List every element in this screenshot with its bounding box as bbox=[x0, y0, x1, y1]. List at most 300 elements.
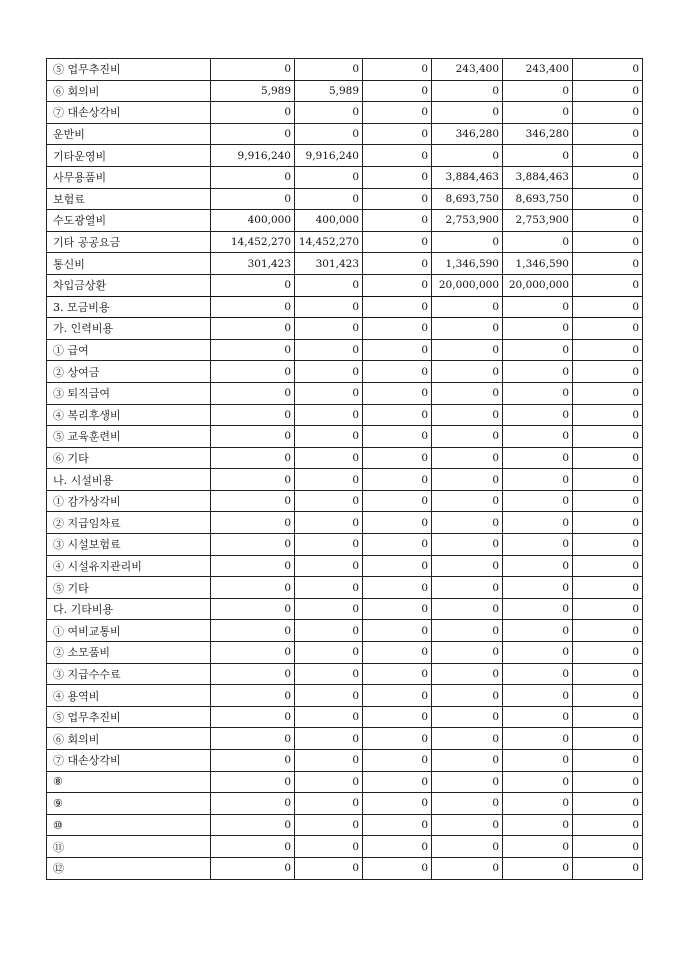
value-cell: 243,400 bbox=[432, 59, 503, 81]
value-cell: 0 bbox=[573, 59, 643, 81]
value-cell: 0 bbox=[432, 102, 503, 124]
table-row bbox=[47, 555, 643, 577]
value-cell: 0 bbox=[503, 836, 573, 858]
value-cell: 0 bbox=[295, 296, 363, 318]
value-cell: 0 bbox=[211, 793, 295, 815]
value-cell: 0 bbox=[363, 253, 432, 275]
value-cell: 0 bbox=[211, 404, 295, 426]
value-cell: 301,423 bbox=[211, 253, 295, 275]
row-label: ④ 용역비 bbox=[47, 685, 211, 707]
table-row bbox=[47, 577, 643, 599]
row-label: 운반비 bbox=[47, 123, 211, 145]
value-cell: 0 bbox=[573, 318, 643, 340]
table-row bbox=[47, 534, 643, 556]
row-label: ① 여비교통비 bbox=[47, 620, 211, 642]
value-cell: 0 bbox=[503, 750, 573, 772]
value-cell: 0 bbox=[432, 577, 503, 599]
value-cell: 0 bbox=[363, 577, 432, 599]
value-cell: 8,693,750 bbox=[432, 188, 503, 210]
row-label: 기타운영비 bbox=[47, 145, 211, 167]
value-cell: 0 bbox=[211, 685, 295, 707]
value-cell: 0 bbox=[363, 318, 432, 340]
value-cell: 0 bbox=[573, 145, 643, 167]
value-cell: 0 bbox=[211, 382, 295, 404]
value-cell: 0 bbox=[573, 750, 643, 772]
value-cell: 0 bbox=[363, 382, 432, 404]
value-cell: 0 bbox=[363, 188, 432, 210]
row-label: 차입금상환 bbox=[47, 274, 211, 296]
value-cell: 0 bbox=[573, 188, 643, 210]
value-cell: 0 bbox=[503, 80, 573, 102]
value-cell: 0 bbox=[363, 490, 432, 512]
value-cell: 0 bbox=[211, 598, 295, 620]
value-cell: 0 bbox=[211, 166, 295, 188]
value-cell: 0 bbox=[573, 620, 643, 642]
value-cell: 0 bbox=[503, 771, 573, 793]
value-cell: 0 bbox=[363, 663, 432, 685]
table-row bbox=[47, 102, 643, 124]
value-cell: 0 bbox=[211, 102, 295, 124]
value-cell: 0 bbox=[573, 382, 643, 404]
value-cell: 0 bbox=[295, 102, 363, 124]
value-cell: 0 bbox=[573, 663, 643, 685]
table-row bbox=[47, 512, 643, 534]
value-cell: 0 bbox=[363, 750, 432, 772]
value-cell: 0 bbox=[363, 145, 432, 167]
value-cell: 0 bbox=[211, 771, 295, 793]
table-row bbox=[47, 166, 643, 188]
table-row bbox=[47, 750, 643, 772]
row-label: 다. 기타비용 bbox=[47, 598, 211, 620]
value-cell: 0 bbox=[363, 642, 432, 664]
value-cell: 0 bbox=[432, 447, 503, 469]
table-row bbox=[47, 793, 643, 815]
value-cell: 0 bbox=[573, 274, 643, 296]
budget-table bbox=[46, 58, 643, 880]
value-cell: 0 bbox=[432, 382, 503, 404]
value-cell: 0 bbox=[363, 80, 432, 102]
value-cell: 0 bbox=[295, 620, 363, 642]
value-cell: 5,989 bbox=[211, 80, 295, 102]
value-cell: 0 bbox=[573, 404, 643, 426]
value-cell: 0 bbox=[573, 706, 643, 728]
table-row bbox=[47, 339, 643, 361]
value-cell: 0 bbox=[211, 490, 295, 512]
value-cell: 0 bbox=[211, 642, 295, 664]
value-cell: 0 bbox=[573, 361, 643, 383]
table-row bbox=[47, 469, 643, 491]
value-cell: 0 bbox=[363, 469, 432, 491]
value-cell: 0 bbox=[573, 685, 643, 707]
value-cell: 0 bbox=[363, 534, 432, 556]
value-cell: 0 bbox=[573, 490, 643, 512]
row-label: ⑦ 대손상각비 bbox=[47, 750, 211, 772]
row-label: ⑤ 기타 bbox=[47, 577, 211, 599]
value-cell: 0 bbox=[211, 663, 295, 685]
value-cell: 0 bbox=[295, 534, 363, 556]
row-label: 3. 모금비용 bbox=[47, 296, 211, 318]
value-cell: 0 bbox=[211, 469, 295, 491]
value-cell: 0 bbox=[363, 836, 432, 858]
value-cell: 0 bbox=[363, 447, 432, 469]
row-label: ⑤ 업무추진비 bbox=[47, 59, 211, 81]
value-cell: 0 bbox=[573, 339, 643, 361]
table-row bbox=[47, 123, 643, 145]
value-cell: 0 bbox=[432, 620, 503, 642]
value-cell: 0 bbox=[363, 512, 432, 534]
value-cell: 0 bbox=[432, 750, 503, 772]
table-row bbox=[47, 814, 643, 836]
value-cell: 400,000 bbox=[211, 210, 295, 232]
value-cell: 0 bbox=[503, 706, 573, 728]
value-cell: 0 bbox=[363, 728, 432, 750]
value-cell: 346,280 bbox=[432, 123, 503, 145]
value-cell: 0 bbox=[503, 490, 573, 512]
row-label: 사무용품비 bbox=[47, 166, 211, 188]
row-label: ④ 복리후생비 bbox=[47, 404, 211, 426]
value-cell: 0 bbox=[295, 512, 363, 534]
value-cell: 0 bbox=[211, 512, 295, 534]
value-cell: 400,000 bbox=[295, 210, 363, 232]
value-cell: 0 bbox=[503, 426, 573, 448]
value-cell: 0 bbox=[573, 642, 643, 664]
table-row bbox=[47, 210, 643, 232]
value-cell: 0 bbox=[432, 512, 503, 534]
value-cell: 0 bbox=[503, 102, 573, 124]
table-row bbox=[47, 728, 643, 750]
value-cell: 0 bbox=[503, 404, 573, 426]
value-cell: 0 bbox=[432, 642, 503, 664]
value-cell: 0 bbox=[573, 447, 643, 469]
value-cell: 0 bbox=[363, 339, 432, 361]
value-cell: 0 bbox=[211, 534, 295, 556]
table-row bbox=[47, 318, 643, 340]
value-cell: 0 bbox=[295, 555, 363, 577]
row-label: ③ 지급수수료 bbox=[47, 663, 211, 685]
value-cell: 0 bbox=[503, 663, 573, 685]
value-cell: 0 bbox=[295, 728, 363, 750]
value-cell: 0 bbox=[211, 426, 295, 448]
value-cell: 0 bbox=[211, 857, 295, 879]
value-cell: 0 bbox=[432, 469, 503, 491]
value-cell: 0 bbox=[573, 123, 643, 145]
value-cell: 20,000,000 bbox=[503, 274, 573, 296]
value-cell: 301,423 bbox=[295, 253, 363, 275]
value-cell: 0 bbox=[295, 166, 363, 188]
value-cell: 0 bbox=[363, 296, 432, 318]
value-cell: 0 bbox=[503, 339, 573, 361]
row-label: ⑦ 대손상각비 bbox=[47, 102, 211, 124]
value-cell: 0 bbox=[573, 253, 643, 275]
value-cell: 0 bbox=[573, 836, 643, 858]
table-row bbox=[47, 857, 643, 879]
value-cell: 0 bbox=[503, 469, 573, 491]
value-cell: 0 bbox=[573, 166, 643, 188]
row-label: ② 소모품비 bbox=[47, 642, 211, 664]
value-cell: 0 bbox=[503, 318, 573, 340]
value-cell: 0 bbox=[432, 771, 503, 793]
value-cell: 0 bbox=[573, 80, 643, 102]
table-row bbox=[47, 490, 643, 512]
value-cell: 0 bbox=[295, 642, 363, 664]
value-cell: 0 bbox=[432, 318, 503, 340]
value-cell: 0 bbox=[363, 231, 432, 253]
value-cell: 0 bbox=[432, 857, 503, 879]
row-label: ③ 시설보험료 bbox=[47, 534, 211, 556]
value-cell: 0 bbox=[211, 339, 295, 361]
value-cell: 0 bbox=[432, 80, 503, 102]
value-cell: 0 bbox=[295, 447, 363, 469]
row-label: ③ 퇴직급여 bbox=[47, 382, 211, 404]
value-cell: 0 bbox=[295, 59, 363, 81]
value-cell: 0 bbox=[503, 814, 573, 836]
value-cell: 0 bbox=[432, 663, 503, 685]
table-row bbox=[47, 771, 643, 793]
table-row bbox=[47, 59, 643, 81]
table-row bbox=[47, 663, 643, 685]
value-cell: 0 bbox=[363, 102, 432, 124]
row-label: ① 감가상각비 bbox=[47, 490, 211, 512]
value-cell: 0 bbox=[573, 598, 643, 620]
value-cell: 0 bbox=[432, 231, 503, 253]
value-cell: 0 bbox=[432, 490, 503, 512]
value-cell: 14,452,270 bbox=[295, 231, 363, 253]
value-cell: 0 bbox=[503, 642, 573, 664]
value-cell: 0 bbox=[211, 750, 295, 772]
table-row bbox=[47, 598, 643, 620]
value-cell: 0 bbox=[211, 555, 295, 577]
row-label: ⑥ 회의비 bbox=[47, 728, 211, 750]
value-cell: 0 bbox=[363, 857, 432, 879]
value-cell: 3,884,463 bbox=[503, 166, 573, 188]
value-cell: 0 bbox=[432, 404, 503, 426]
value-cell: 14,452,270 bbox=[211, 231, 295, 253]
value-cell: 0 bbox=[211, 361, 295, 383]
value-cell: 0 bbox=[573, 814, 643, 836]
value-cell: 0 bbox=[363, 210, 432, 232]
value-cell: 0 bbox=[573, 231, 643, 253]
value-cell: 0 bbox=[432, 685, 503, 707]
row-label: ⑪ bbox=[47, 836, 211, 858]
row-label: ⑥ 기타 bbox=[47, 447, 211, 469]
value-cell: 0 bbox=[363, 685, 432, 707]
row-label: ② 상여금 bbox=[47, 361, 211, 383]
row-label: 통신비 bbox=[47, 253, 211, 275]
value-cell: 0 bbox=[573, 469, 643, 491]
value-cell: 0 bbox=[573, 512, 643, 534]
value-cell: 0 bbox=[432, 706, 503, 728]
value-cell: 0 bbox=[573, 296, 643, 318]
value-cell: 2,753,900 bbox=[432, 210, 503, 232]
value-cell: 0 bbox=[295, 857, 363, 879]
value-cell: 0 bbox=[573, 102, 643, 124]
value-cell: 0 bbox=[211, 447, 295, 469]
value-cell: 0 bbox=[295, 663, 363, 685]
value-cell: 0 bbox=[211, 318, 295, 340]
value-cell: 0 bbox=[503, 231, 573, 253]
table-row bbox=[47, 404, 643, 426]
row-label: ⑩ bbox=[47, 814, 211, 836]
value-cell: 0 bbox=[363, 706, 432, 728]
table-row bbox=[47, 620, 643, 642]
value-cell: 9,916,240 bbox=[295, 145, 363, 167]
value-cell: 0 bbox=[295, 188, 363, 210]
value-cell: 0 bbox=[211, 274, 295, 296]
value-cell: 0 bbox=[295, 771, 363, 793]
value-cell: 0 bbox=[432, 339, 503, 361]
value-cell: 0 bbox=[295, 836, 363, 858]
value-cell: 0 bbox=[295, 814, 363, 836]
value-cell: 0 bbox=[503, 534, 573, 556]
row-label: ② 지급임차료 bbox=[47, 512, 211, 534]
value-cell: 0 bbox=[573, 534, 643, 556]
value-cell: 8,693,750 bbox=[503, 188, 573, 210]
value-cell: 0 bbox=[432, 145, 503, 167]
table-row bbox=[47, 274, 643, 296]
value-cell: 0 bbox=[432, 534, 503, 556]
value-cell: 0 bbox=[363, 793, 432, 815]
value-cell: 0 bbox=[295, 123, 363, 145]
table-row bbox=[47, 642, 643, 664]
value-cell: 20,000,000 bbox=[432, 274, 503, 296]
value-cell: 0 bbox=[573, 857, 643, 879]
row-label: ④ 시설유지관리비 bbox=[47, 555, 211, 577]
value-cell: 0 bbox=[573, 210, 643, 232]
row-label: ⑤ 교육훈련비 bbox=[47, 426, 211, 448]
value-cell: 0 bbox=[432, 426, 503, 448]
row-label: ⑫ bbox=[47, 857, 211, 879]
table-row bbox=[47, 188, 643, 210]
value-cell: 0 bbox=[295, 426, 363, 448]
value-cell: 0 bbox=[432, 793, 503, 815]
value-cell: 0 bbox=[295, 793, 363, 815]
row-label: ① 급여 bbox=[47, 339, 211, 361]
value-cell: 0 bbox=[295, 318, 363, 340]
value-cell: 0 bbox=[573, 771, 643, 793]
value-cell: 0 bbox=[363, 59, 432, 81]
value-cell: 0 bbox=[363, 620, 432, 642]
row-label: 보험료 bbox=[47, 188, 211, 210]
value-cell: 0 bbox=[363, 123, 432, 145]
value-cell: 0 bbox=[432, 296, 503, 318]
value-cell: 0 bbox=[211, 188, 295, 210]
value-cell: 0 bbox=[432, 728, 503, 750]
value-cell: 0 bbox=[503, 145, 573, 167]
value-cell: 0 bbox=[363, 771, 432, 793]
value-cell: 0 bbox=[363, 404, 432, 426]
value-cell: 243,400 bbox=[503, 59, 573, 81]
value-cell: 5,989 bbox=[295, 80, 363, 102]
table-row bbox=[47, 382, 643, 404]
value-cell: 0 bbox=[432, 555, 503, 577]
table-row bbox=[47, 253, 643, 275]
row-label: 수도광열비 bbox=[47, 210, 211, 232]
value-cell: 0 bbox=[503, 296, 573, 318]
row-label: 가. 인력비용 bbox=[47, 318, 211, 340]
value-cell: 0 bbox=[503, 685, 573, 707]
value-cell: 0 bbox=[295, 685, 363, 707]
value-cell: 3,884,463 bbox=[432, 166, 503, 188]
value-cell: 0 bbox=[503, 382, 573, 404]
value-cell: 0 bbox=[211, 123, 295, 145]
value-cell: 0 bbox=[503, 361, 573, 383]
value-cell: 0 bbox=[503, 447, 573, 469]
table-row bbox=[47, 685, 643, 707]
value-cell: 0 bbox=[503, 577, 573, 599]
value-cell: 0 bbox=[211, 59, 295, 81]
row-label: 기타 공공요금 bbox=[47, 231, 211, 253]
value-cell: 0 bbox=[363, 598, 432, 620]
table-row bbox=[47, 231, 643, 253]
table-row bbox=[47, 447, 643, 469]
value-cell: 0 bbox=[295, 577, 363, 599]
value-cell: 0 bbox=[363, 814, 432, 836]
value-cell: 0 bbox=[295, 469, 363, 491]
value-cell: 0 bbox=[211, 814, 295, 836]
value-cell: 0 bbox=[573, 555, 643, 577]
table-row bbox=[47, 836, 643, 858]
table-row bbox=[47, 145, 643, 167]
value-cell: 0 bbox=[295, 404, 363, 426]
value-cell: 0 bbox=[573, 577, 643, 599]
value-cell: 0 bbox=[211, 577, 295, 599]
table-row bbox=[47, 80, 643, 102]
row-label: ⑨ bbox=[47, 793, 211, 815]
value-cell: 0 bbox=[363, 274, 432, 296]
value-cell: 2,753,900 bbox=[503, 210, 573, 232]
row-label: ⑥ 회의비 bbox=[47, 80, 211, 102]
table-row bbox=[47, 706, 643, 728]
value-cell: 0 bbox=[503, 598, 573, 620]
value-cell: 0 bbox=[295, 274, 363, 296]
value-cell: 0 bbox=[503, 793, 573, 815]
value-cell: 0 bbox=[363, 426, 432, 448]
value-cell: 1,346,590 bbox=[432, 253, 503, 275]
value-cell: 0 bbox=[295, 490, 363, 512]
table-body bbox=[47, 59, 643, 880]
value-cell: 9,916,240 bbox=[211, 145, 295, 167]
value-cell: 0 bbox=[503, 555, 573, 577]
value-cell: 0 bbox=[503, 728, 573, 750]
value-cell: 0 bbox=[211, 296, 295, 318]
value-cell: 0 bbox=[432, 836, 503, 858]
value-cell: 0 bbox=[432, 598, 503, 620]
value-cell: 0 bbox=[363, 555, 432, 577]
value-cell: 0 bbox=[363, 361, 432, 383]
value-cell: 0 bbox=[295, 706, 363, 728]
value-cell: 0 bbox=[211, 836, 295, 858]
row-label: 나. 시설비용 bbox=[47, 469, 211, 491]
value-cell: 0 bbox=[503, 512, 573, 534]
value-cell: 0 bbox=[432, 814, 503, 836]
value-cell: 0 bbox=[363, 166, 432, 188]
row-label: ⑧ bbox=[47, 771, 211, 793]
value-cell: 0 bbox=[503, 857, 573, 879]
value-cell: 0 bbox=[295, 750, 363, 772]
value-cell: 0 bbox=[432, 361, 503, 383]
row-label: ⑤ 업무추진비 bbox=[47, 706, 211, 728]
value-cell: 0 bbox=[211, 728, 295, 750]
value-cell: 0 bbox=[573, 426, 643, 448]
value-cell: 0 bbox=[503, 620, 573, 642]
value-cell: 0 bbox=[295, 361, 363, 383]
value-cell: 0 bbox=[295, 598, 363, 620]
value-cell: 0 bbox=[211, 620, 295, 642]
table-row bbox=[47, 426, 643, 448]
value-cell: 0 bbox=[573, 728, 643, 750]
value-cell: 346,280 bbox=[503, 123, 573, 145]
value-cell: 0 bbox=[211, 706, 295, 728]
